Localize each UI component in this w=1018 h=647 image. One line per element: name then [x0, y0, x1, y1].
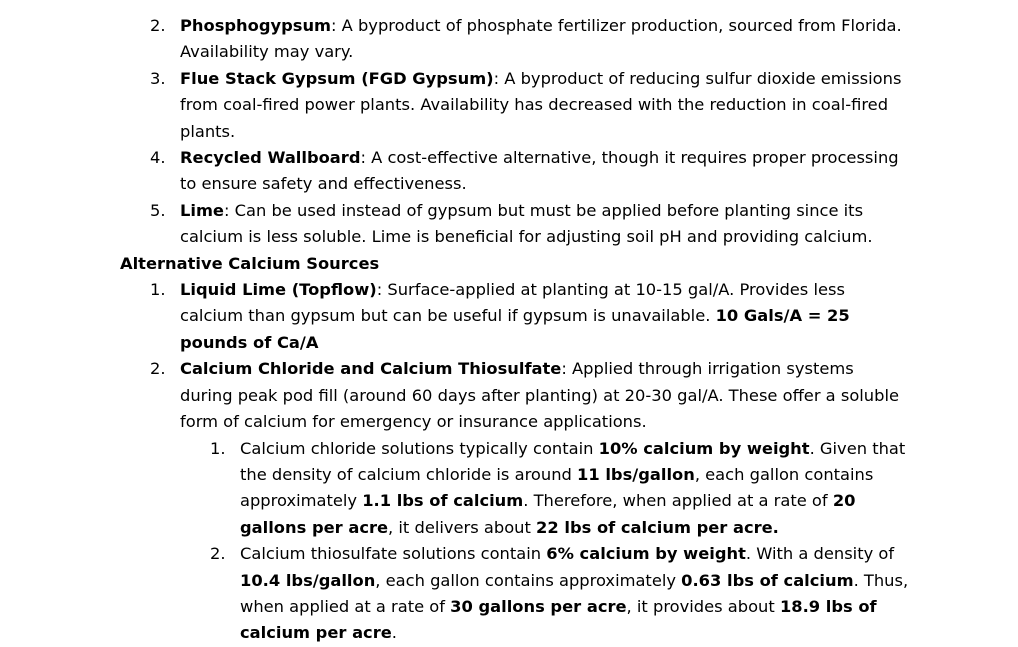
- text-run-bold: 18.9 lbs of calcium per acre: [240, 596, 877, 643]
- list-item: [0, 13, 910, 66]
- list-number: 2.: [210, 544, 226, 564]
- item-highlight: 10 Gals/A = 25 pounds of Ca/A: [180, 306, 850, 352]
- text-run: , each gallon contains approximately: [375, 570, 682, 590]
- item-text: : Surface-applied at planting at 10-15 gal/A. Provides less calcium than gypsum but can be useful if gypsum is unavailable.: [180, 280, 845, 326]
- text-run-bold: 22 lbs of calcium per acre.: [536, 517, 779, 537]
- list-number: 1.: [210, 438, 226, 458]
- section-heading: Alternative Calcium Sources: [120, 253, 380, 273]
- list-item: [0, 66, 910, 145]
- text-run: .: [391, 623, 397, 643]
- text-run-bold: 20 gallons per acre: [240, 491, 856, 537]
- list-number: 2.: [150, 16, 166, 35]
- item-text: : A byproduct of phosphate fertilizer production, sourced from Florida. Availability may vary.: [180, 16, 902, 62]
- list-item: [0, 277, 910, 356]
- list-number: 5.: [150, 200, 166, 220]
- item-text: : A byproduct of reducing sulfur dioxide emissions from coal-fired power plants. Availability has decreased with the reduction in coal-fired plants.: [180, 68, 902, 141]
- text-run: Calcium chloride solutions typically contain: [240, 438, 599, 458]
- list-number: 1.: [150, 280, 166, 300]
- text-run: Calcium thiosulfate solutions contain: [240, 544, 547, 564]
- sublist-item: [0, 541, 910, 647]
- text-run: , it delivers about: [388, 517, 537, 537]
- list-item: [0, 198, 910, 251]
- sublist-text: [240, 439, 905, 537]
- text-run-bold: 10% calcium by weight: [598, 438, 810, 458]
- list-number: 2.: [150, 359, 166, 379]
- text-run: . Therefore, when applied at a rate of: [523, 491, 833, 511]
- item-term: Recycled Wallboard: [180, 148, 361, 168]
- text-run: , each gallon contains approximately: [240, 464, 874, 511]
- list-number: 3.: [150, 68, 166, 88]
- document-body: [0, 13, 1018, 647]
- text-run: . Given that the density of calcium chloride is around: [240, 438, 906, 484]
- text-run: . With a density of: [745, 544, 895, 564]
- item-term: Lime: [180, 200, 224, 220]
- sublist-item: [0, 436, 910, 542]
- list-number: 4.: [150, 148, 166, 168]
- text-run-bold: 30 gallons per acre: [450, 596, 627, 616]
- text-run-bold: 11 lbs/gallon: [577, 464, 695, 484]
- item-term: Liquid Lime (Topflow): [180, 280, 377, 300]
- text-run-bold: 1.1 lbs of calcium: [362, 491, 524, 511]
- text-run: , it provides about: [626, 596, 780, 616]
- list-item: [0, 145, 910, 198]
- item-text: : Can be used instead of gypsum but must be applied before planting since its calcium is less soluble. Lime is beneficial for adjusting soil pH and providing calcium.: [180, 200, 873, 247]
- item-term: Phosphogypsum: [180, 16, 331, 35]
- item-text: : Applied through irrigation systems during peak pod fill (around 60 days after planting) at 20-30 gal/A. These offer a soluble form of calcium for emergency or insurance applications.: [180, 359, 899, 432]
- sublist-text: [240, 544, 908, 642]
- item-term: Flue Stack Gypsum (FGD Gypsum): [180, 68, 494, 88]
- item-term: Calcium Chloride and Calcium Thiosulfate: [180, 359, 562, 379]
- text-run: . Thus, when applied at a rate of: [240, 570, 909, 616]
- text-run-bold: 6% calcium by weight: [546, 544, 746, 564]
- item-text: : A cost-effective alternative, though it requires proper processing to ensure safety and effectiveness.: [180, 148, 899, 194]
- text-run-bold: 10.4 lbs/gallon: [240, 570, 376, 590]
- text-run-bold: 0.63 lbs of calcium: [681, 570, 854, 590]
- list-item: [0, 356, 910, 435]
